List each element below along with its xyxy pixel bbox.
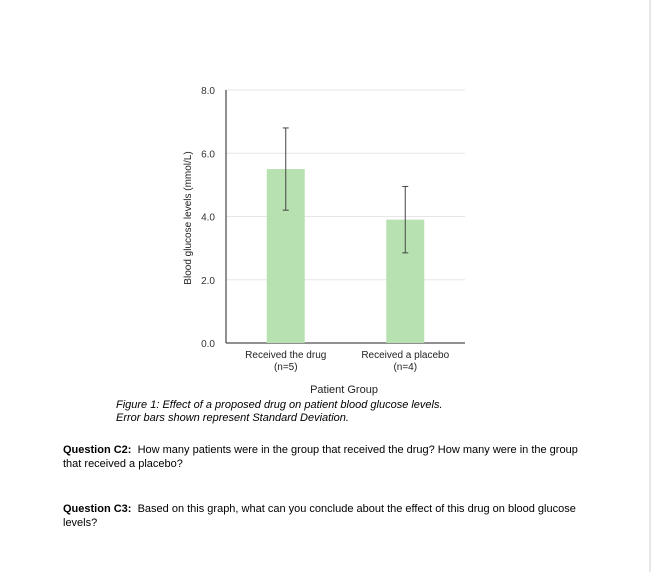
question-c2-text: How many patients were in the group that received the drug? How many were in the group that received a placebo?: [63, 444, 578, 470]
x-tick-label: Received the drug: [245, 350, 327, 361]
figure-caption-line-2: Error bars shown represent Standard Deviation.: [116, 412, 349, 424]
x-tick-label: (n=5): [273, 362, 298, 373]
y-tick-label: 4.0: [201, 212, 215, 224]
figure-caption: [116, 399, 443, 425]
y-tick-label: 6.0: [201, 149, 215, 161]
x-tick-labels: [245, 350, 449, 373]
question-c2: [63, 443, 593, 471]
x-axis-label: Patient Group: [310, 384, 378, 396]
y-tick-label: 0.0: [201, 339, 215, 350]
figure-caption-line-1: Figure 1: Effect of a proposed drug on patient blood glucose levels.: [116, 399, 443, 411]
question-c3: [63, 502, 593, 530]
y-tick-label: 2.0: [201, 275, 215, 287]
chart-gridlines: [226, 90, 465, 280]
question-c2-label: Question C2:: [63, 444, 132, 456]
question-c3-label: Question C3:: [63, 503, 132, 515]
question-c3-text: Based on this graph, what can you conclude about the effect of this drug on blood glucose levels?: [63, 503, 576, 529]
x-tick-label: Received a placebo: [361, 350, 450, 361]
y-tick-label: 8.0: [201, 86, 215, 97]
x-tick-label: (n=4): [393, 362, 418, 373]
chart-bars: [267, 169, 425, 343]
y-tick-labels: [201, 86, 215, 350]
y-axis-label: Blood glucose levels (mmol/L): [183, 151, 194, 285]
